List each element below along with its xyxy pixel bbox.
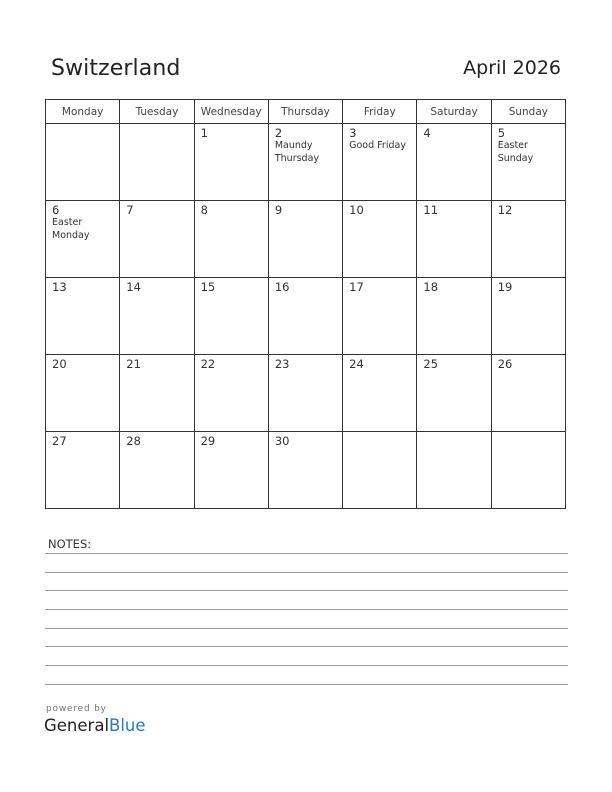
day-number: 12 bbox=[497, 203, 513, 217]
note-line bbox=[45, 609, 568, 610]
calendar-week-row bbox=[46, 201, 566, 278]
calendar-day-cell bbox=[343, 124, 417, 201]
calendar-day-cell bbox=[491, 201, 565, 278]
holiday-label: Easter Sunday bbox=[497, 140, 534, 164]
calendar-day-cell bbox=[120, 278, 194, 355]
note-line bbox=[45, 684, 568, 685]
day-number: 24 bbox=[349, 357, 364, 371]
calendar-day-cell bbox=[491, 278, 565, 355]
calendar-country-title: Switzerland bbox=[51, 56, 181, 81]
calendar-day-cell bbox=[491, 432, 565, 509]
weekday-header: Tuesday bbox=[120, 100, 194, 124]
note-line bbox=[45, 665, 568, 666]
calendar-week-row bbox=[46, 432, 566, 509]
day-number: 18 bbox=[423, 280, 439, 294]
calendar-day-cell bbox=[268, 201, 342, 278]
calendar-day-cell bbox=[46, 278, 120, 355]
calendar-day-cell bbox=[46, 201, 120, 278]
weekday-header: Wednesday bbox=[194, 100, 268, 124]
holiday-label: Good Friday bbox=[349, 140, 406, 151]
calendar-week-row bbox=[46, 355, 566, 432]
calendar-day-cell bbox=[417, 355, 491, 432]
day-number: 19 bbox=[497, 280, 513, 294]
calendar-day-cell bbox=[343, 355, 417, 432]
brand-logo bbox=[44, 716, 146, 735]
day-number: 15 bbox=[200, 280, 216, 294]
day-number: 28 bbox=[126, 434, 141, 448]
calendar-day-cell bbox=[120, 124, 194, 201]
calendar-day-cell bbox=[268, 278, 342, 355]
day-number: 26 bbox=[497, 357, 513, 371]
note-line bbox=[45, 572, 568, 573]
day-number: 9 bbox=[274, 203, 283, 217]
weekday-header: Saturday bbox=[417, 100, 491, 124]
note-line bbox=[45, 646, 568, 647]
calendar-day-cell bbox=[194, 278, 268, 355]
calendar-day-cell bbox=[417, 432, 491, 509]
calendar-day-cell bbox=[417, 278, 491, 355]
calendar-month-title: April 2026 bbox=[463, 57, 561, 79]
holiday-label: Maundy Thursday bbox=[274, 140, 320, 164]
holiday-label: Easter Monday bbox=[52, 217, 90, 241]
powered-by-text: powered by bbox=[46, 704, 107, 714]
calendar-day-cell bbox=[194, 432, 268, 509]
calendar-day-cell bbox=[268, 355, 342, 432]
calendar-day-cell bbox=[417, 201, 491, 278]
calendar-day-cell bbox=[194, 355, 268, 432]
calendar-grid bbox=[45, 99, 566, 509]
weekday-header: Sunday bbox=[491, 100, 565, 124]
calendar-day-cell bbox=[194, 124, 268, 201]
calendar-day-cell bbox=[46, 124, 120, 201]
day-number: 8 bbox=[200, 203, 208, 217]
calendar-day-cell bbox=[343, 432, 417, 509]
note-line bbox=[45, 590, 568, 591]
weekday-header: Thursday bbox=[268, 100, 342, 124]
calendar-day-cell bbox=[120, 201, 194, 278]
calendar-day-cell bbox=[491, 355, 565, 432]
day-number: 23 bbox=[274, 357, 290, 371]
calendar-body bbox=[46, 124, 566, 509]
calendar-day-cell bbox=[46, 355, 120, 432]
day-number: 25 bbox=[423, 357, 439, 371]
day-number: 20 bbox=[52, 357, 67, 371]
day-number: 1 bbox=[200, 126, 208, 140]
day-number: 27 bbox=[52, 434, 67, 448]
brand-logo-general: General bbox=[44, 716, 110, 735]
calendar-day-cell bbox=[46, 432, 120, 509]
day-number: 4 bbox=[423, 126, 431, 140]
calendar-day-cell bbox=[268, 124, 342, 201]
day-number: 14 bbox=[126, 280, 141, 294]
day-number: 21 bbox=[126, 357, 141, 371]
day-number: 5 bbox=[497, 126, 506, 140]
day-number: 16 bbox=[274, 280, 290, 294]
calendar-day-cell bbox=[120, 432, 194, 509]
brand-logo-blue: Blue bbox=[109, 716, 146, 735]
day-number: 6 bbox=[52, 203, 60, 217]
day-number: 17 bbox=[349, 280, 364, 294]
calendar-day-cell bbox=[491, 124, 565, 201]
calendar-week-row bbox=[46, 124, 566, 201]
day-number: 10 bbox=[349, 203, 364, 217]
day-number: 29 bbox=[200, 434, 216, 448]
calendar-day-cell bbox=[343, 278, 417, 355]
note-line bbox=[45, 628, 568, 629]
calendar-day-cell bbox=[120, 355, 194, 432]
notes-label: NOTES: bbox=[48, 537, 92, 551]
day-number: 3 bbox=[349, 126, 357, 140]
calendar-day-cell bbox=[343, 201, 417, 278]
calendar-day-cell bbox=[417, 124, 491, 201]
note-line bbox=[45, 553, 568, 554]
weekday-header: Friday bbox=[343, 100, 417, 124]
day-number: 30 bbox=[274, 434, 290, 448]
calendar-day-cell bbox=[268, 432, 342, 509]
weekday-header: Monday bbox=[46, 100, 120, 124]
day-number: 22 bbox=[200, 357, 216, 371]
day-number: 2 bbox=[274, 126, 283, 140]
day-number: 7 bbox=[126, 203, 134, 217]
day-number: 11 bbox=[423, 203, 439, 217]
calendar-week-row bbox=[46, 278, 566, 355]
weekday-header-row bbox=[46, 100, 566, 124]
day-number: 13 bbox=[52, 280, 67, 294]
calendar-day-cell bbox=[194, 201, 268, 278]
